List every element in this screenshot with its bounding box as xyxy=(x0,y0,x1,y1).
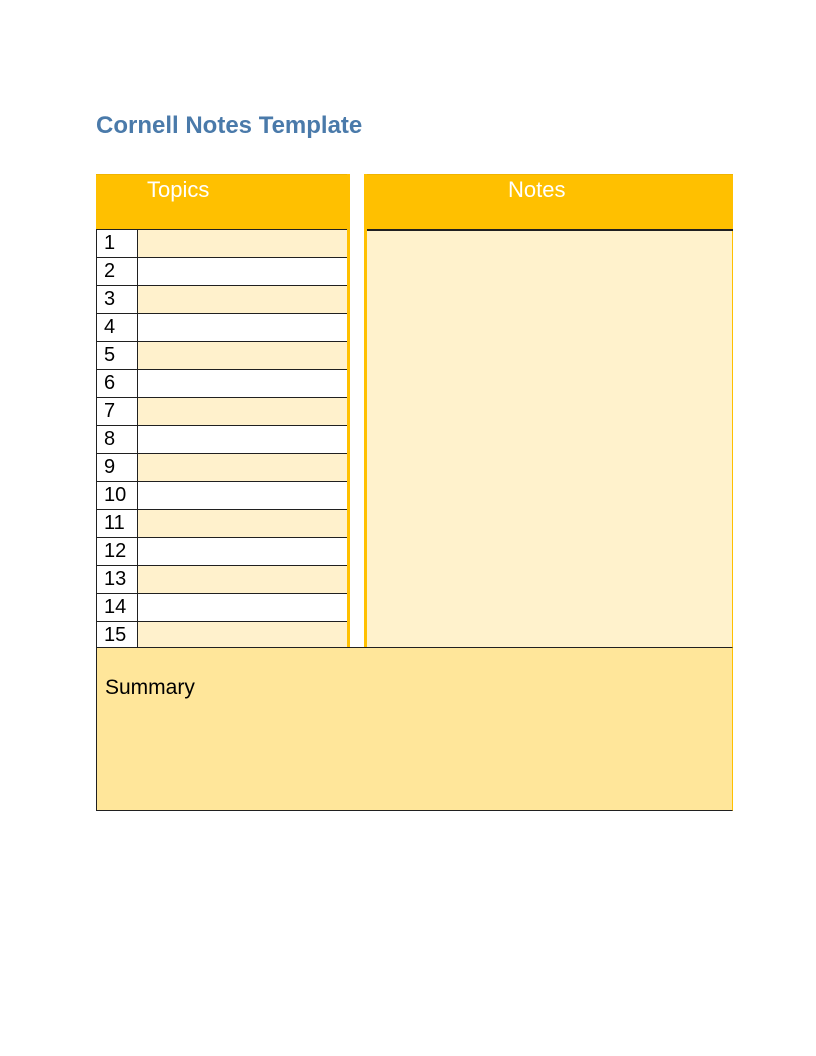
topic-row-cell[interactable] xyxy=(138,510,347,537)
notes-area[interactable] xyxy=(367,231,733,648)
page-title: Cornell Notes Template xyxy=(96,112,363,139)
topic-row-number: 3 xyxy=(97,286,138,313)
topic-row-cell[interactable] xyxy=(138,594,347,621)
topics-list xyxy=(96,230,347,650)
topic-row xyxy=(96,454,347,482)
topic-row-number: 15 xyxy=(97,622,138,649)
topic-row-number: 2 xyxy=(97,258,138,285)
topic-row-number: 14 xyxy=(97,594,138,621)
topic-row-cell[interactable] xyxy=(138,370,347,397)
topics-header xyxy=(96,174,347,230)
topic-row-cell[interactable] xyxy=(138,454,347,481)
topic-row-cell[interactable] xyxy=(138,342,347,369)
topic-row xyxy=(96,594,347,622)
topic-row xyxy=(96,482,347,510)
topic-row-number: 1 xyxy=(97,230,138,257)
topic-row xyxy=(96,566,347,594)
topic-row-cell[interactable] xyxy=(138,398,347,425)
topic-row xyxy=(96,342,347,370)
topic-row-cell[interactable] xyxy=(138,314,347,341)
summary-label: Summary xyxy=(105,676,195,699)
topic-row-number: 6 xyxy=(97,370,138,397)
summary-area[interactable] xyxy=(96,647,733,811)
topic-row-number: 8 xyxy=(97,426,138,453)
topic-row-cell[interactable] xyxy=(138,258,347,285)
cornell-notes-sheet xyxy=(96,174,733,811)
topic-row xyxy=(96,314,347,342)
column-divider xyxy=(347,174,367,648)
topic-row-number: 4 xyxy=(97,314,138,341)
topic-row-number: 5 xyxy=(97,342,138,369)
topic-row-cell[interactable] xyxy=(138,426,347,453)
topic-row-number: 10 xyxy=(97,482,138,509)
topic-row-number: 12 xyxy=(97,538,138,565)
topic-row-number: 13 xyxy=(97,566,138,593)
topic-row xyxy=(96,398,347,426)
notes-header-label: Notes xyxy=(508,177,566,202)
topic-row xyxy=(96,538,347,566)
topic-row-cell[interactable] xyxy=(138,538,347,565)
topic-row-number: 7 xyxy=(97,398,138,425)
topic-row-cell[interactable] xyxy=(138,622,347,649)
topic-row xyxy=(96,370,347,398)
topic-row xyxy=(96,622,347,650)
topic-row-cell[interactable] xyxy=(138,566,347,593)
notes-header xyxy=(367,174,733,230)
topic-row-cell[interactable] xyxy=(138,230,347,257)
topics-header-label: Topics xyxy=(147,177,210,202)
topic-row-number: 11 xyxy=(97,510,138,537)
topic-row-cell[interactable] xyxy=(138,286,347,313)
topic-row xyxy=(96,426,347,454)
topic-row xyxy=(96,286,347,314)
topic-row xyxy=(96,258,347,286)
topic-row-number: 9 xyxy=(97,454,138,481)
topic-row-cell[interactable] xyxy=(138,482,347,509)
topic-row xyxy=(96,230,347,258)
topic-row xyxy=(96,510,347,538)
